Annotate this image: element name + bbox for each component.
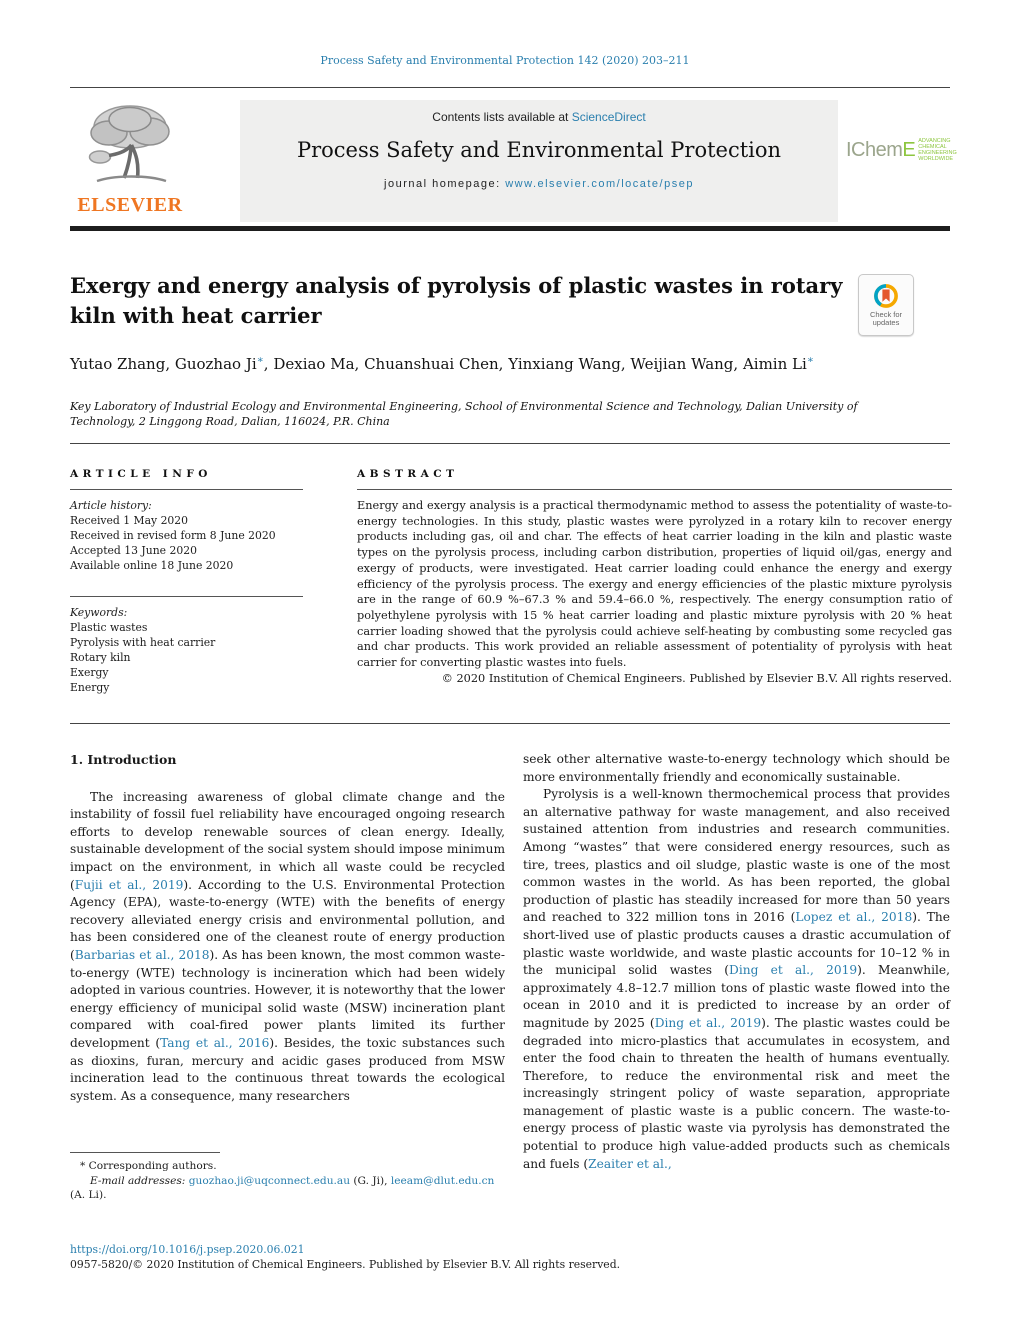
check-updates-badge[interactable] (858, 274, 914, 336)
abstract-section (357, 468, 952, 685)
homepage-prefix: journal homepage: (384, 178, 506, 190)
homepage-line (240, 178, 838, 190)
citation-link[interactable]: Ding et al., 2019 (729, 963, 858, 978)
masthead-rule (70, 226, 950, 231)
homepage-link[interactable]: www.elsevier.com/locate/psep (505, 178, 694, 190)
text-segment: Yutao Zhang, Guozhao Ji (70, 355, 257, 373)
footnote-rule (70, 1152, 220, 1153)
intro-paragraph-right-1: seek other alternative waste-to-energy technology which should be more environmentally friendly and economically sustainable. (523, 752, 950, 784)
divider (70, 443, 950, 444)
icheme-tagline: ADVANCING CHEMICAL ENGINEERING WORLDWIDE (918, 138, 957, 162)
intro-paragraph-left (70, 789, 505, 1106)
body-column-left (70, 751, 505, 1105)
elsevier-wordmark: ELSEVIER (77, 194, 183, 216)
divider (357, 489, 952, 490)
hyperlink[interactable]: guozhao.ji@uqconnect.edu.au (188, 1174, 351, 1187)
masthead-row (70, 100, 957, 222)
text-segment: , Dexiao Ma, Chuanshuai Chen, Yinxiang Wang, Weijian Wang, Aimin Li (263, 355, 807, 373)
divider (70, 723, 950, 724)
article-info-heading: ARTICLE INFO (70, 468, 212, 480)
text-segment: IChem (846, 138, 903, 161)
journal-reference: Process Safety and Environmental Protection 142 (2020) 203–211 (320, 54, 690, 67)
contents-line (240, 110, 838, 124)
text-segment: ). Meanwhile, approximately 4.8–12.7 million tons of plastic waste flowed into the ocean in 2010 and it is predicted to increase by an order of magnitude by 2025 ( (523, 963, 951, 1030)
footnote-block (70, 1152, 510, 1203)
issn-copyright-line: 0957-5820/© 2020 Institution of Chemical Engineers. Published by Elsevier B.V. All rights reserved. (70, 1258, 621, 1271)
icheme-logo (846, 138, 957, 162)
icheme-wordmark (846, 139, 915, 162)
text-segment: ). As has been known, the most common waste-to-energy (WTE) technology is incineration which had been widely adopted in various countries. However, it is noteworthy that the lower energy efficiency of municipal solid waste (MSW) incineration plant compared with coal-fired power plants limited its further development ( (70, 947, 505, 1050)
journal-title: Process Safety and Environmental Protection (296, 138, 782, 162)
page-footer (70, 1242, 830, 1272)
text-segment: ). The plastic wastes could be degraded into micro-plastics that accumulates in ecosystem, and enter the food chain to threaten the health of humans eventually. Therefore, to reduce the environmental risk and meet the increasingly stringent policy of waste separation, appropriate management of plastic waste is a public concern. The waste-to-energy process of plastic waste via pyrolysis has demonstrated the potential to produce high value-added products such as chemicals and fuels ( (523, 1015, 950, 1171)
citation-link[interactable]: Tang et al., 2016 (160, 1035, 270, 1050)
citation-link[interactable]: Barbarias et al., 2018 (74, 947, 210, 962)
doi-link[interactable]: https://doi.org/10.1016/j.psep.2020.06.021 (70, 1243, 305, 1256)
elsevier-logo[interactable] (70, 100, 190, 222)
body-column-right (523, 751, 950, 1173)
list-item: Exergy (70, 666, 109, 679)
list-item: Rotary kiln (70, 651, 131, 664)
list-item: Pyrolysis with heat carrier (70, 636, 216, 649)
intro-paragraph-right-2 (523, 786, 950, 1173)
hyperlink[interactable]: leeam@dlut.edu.cn (390, 1174, 495, 1187)
abstract-copyright: © 2020 Institution of Chemical Engineers. Published by Elsevier B.V. All rights reserved. (441, 671, 952, 685)
divider (70, 596, 303, 597)
text-segment: ). The short-lived use of plastic products causes a drastic accumulation of plastic waste worldwide, and waste plastic accounts for 10–12 % in the municipal solid wastes ( (523, 910, 950, 978)
masthead-box (240, 100, 838, 222)
sciencedirect-link[interactable]: ScienceDirect (571, 110, 646, 124)
citation-link[interactable]: Lopez et al., 2018 (795, 910, 913, 925)
text-segment: (A. Li). (70, 1189, 107, 1201)
article-title: Exergy and energy analysis of pyrolysis of plastic wastes in rotary kiln with heat carrier (70, 273, 843, 328)
citation-link[interactable]: Fujii et al., 2019 (74, 877, 184, 892)
article-history-list (70, 513, 303, 573)
authors-line (70, 350, 850, 375)
email-addresses-line (70, 1174, 510, 1203)
section-heading-introduction: 1. Introduction (70, 752, 177, 767)
elsevier-tree-icon (70, 100, 190, 196)
article-info-section (70, 468, 303, 695)
text-segment: Pyrolysis is a well-known thermochemical process that provides an alternative pathway for waste management, and also received sustained attention from industries and research communities. Among “wastes” that were considered energy resources, such as tire, trees, plastics and oil sludge, plastic waste is one of the most common wastes in the world. As has been reported, the global production of plastic has steadily increased for more than 50 years and reached to 322 million tons in 2016 ( (523, 787, 950, 925)
abstract-heading: ABSTRACT (357, 468, 459, 480)
crossmark-icon (873, 283, 899, 309)
list-item: Energy (70, 681, 110, 694)
list-item: Received 1 May 2020 (70, 514, 189, 527)
divider (70, 489, 303, 490)
list-item: Available online 18 June 2020 (70, 559, 234, 572)
text-segment: (G. Ji), (350, 1174, 391, 1187)
text-segment: E-mail addresses: (90, 1174, 189, 1187)
text-segment: E (902, 138, 916, 161)
affiliation: Key Laboratory of Industrial Ecology and Environmental Engineering, School of Environmental Science and Technology, Dalian University of Technology, 2 Linggong Road, Dalian, 116024, P.R. China (70, 400, 858, 428)
keywords-list (70, 620, 303, 695)
text-segment: The increasing awareness of global climate change and the instability of fossil fuel reliability have encouraged ongoing research efforts to develop renewable sources of clean energy. Ideally, sustainable development of the social system should impose minimum impact on the environment, in which all waste could be recycled ( (70, 789, 505, 892)
list-item: Accepted 13 June 2020 (70, 544, 197, 557)
list-item: Received in revised form 8 June 2020 (70, 529, 276, 542)
email-segments (70, 1175, 494, 1202)
badge-label: Check for updates (869, 309, 903, 327)
text-segment: ). Besides, the toxic substances such as dioxins, furan, mercury and acidic gases produced from MSW incineration lead to the continuous threat towards the ecological system. As a consequence, many researchers (70, 1035, 506, 1103)
text-segment: ∗ (806, 354, 814, 366)
abstract-text: Energy and exergy analysis is a practical thermodynamic method to assess the potentiality of waste-to-energy technologies. In this study, plastic wastes were pyrolyzed in a rotary kiln to recover energy products including gas, oil and char. The effects of heat carrier loading in the kiln and plastic waste types on the pyrolysis process, including carbon distribution, properties of liquid oil/gas, energy and exergy of products, were investigated. Heat carrier loading could enhance the energy and exergy efficiency of the pyrolysis process. The exergy and energy efficiencies of the plastic mixture pyrolysis are in the range of 60.9 %–67.3 % and 59.4–66.0 %, respectively. The energy consumption ratio of polyethylene pyrolysis with 15 % heat carrier loading and plastic mixture pyrolysis with 20 % heat carrier loading showed that the pyrolysis could achieve self-heating by combusting some recycled gas and char products. This work provided an reliable assessment of potentiality of pyrolysis with heat carrier for converting plastic wastes into fuels. (357, 499, 952, 670)
divider (70, 87, 950, 88)
article-history-label: Article history: (70, 499, 152, 512)
list-item: Plastic wastes (70, 621, 148, 634)
citation-link[interactable]: Ding et al., 2019 (654, 1015, 762, 1030)
citation-link[interactable]: Zeaiter et al., (588, 1156, 672, 1171)
text-segment: ∗ (256, 354, 264, 366)
corresponding-authors-note: * Corresponding authors. (80, 1160, 217, 1172)
contents-prefix: Contents lists available at (432, 110, 572, 124)
keywords-label: Keywords: (70, 606, 128, 619)
text-segment: ). According to the U.S. Environmental Protection Agency (EPA), waste-to-energy (WTE) with the benefits of energy recovery alleviated energy crisis and environmental pollution, and has been considered one of the cleanest route of energy production ( (70, 877, 505, 962)
